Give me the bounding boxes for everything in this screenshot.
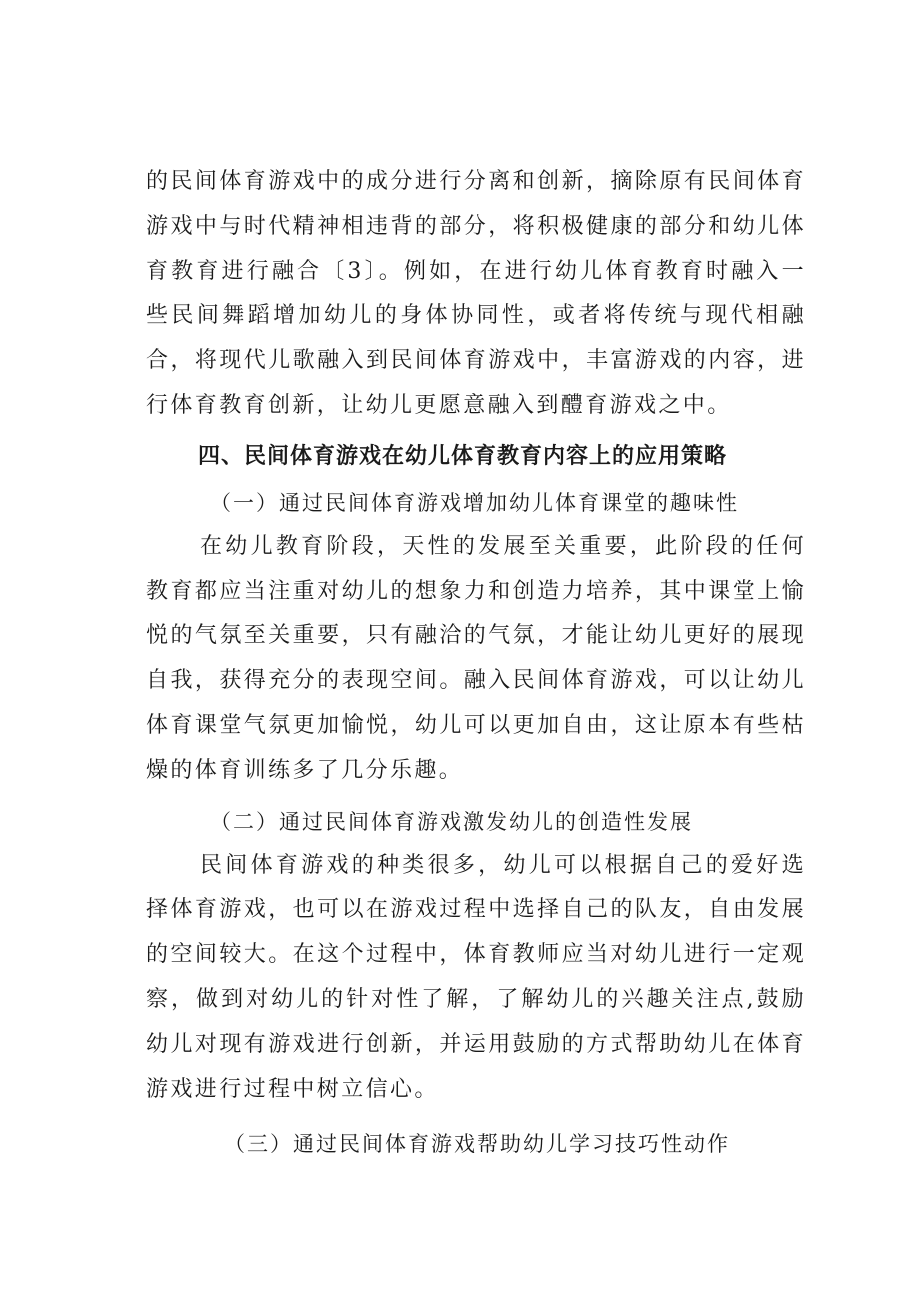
subsection-2-body: 民间体育游戏的种类很多，幼儿可以根据自己的爱好选择体育游戏，也可以在游戏过程中选择自己的队友，自由发展的空间较大。在这个过程中，体育教师应当对幼儿进行一定观察，做到对幼儿的针对性了解，了解幼儿的兴趣关注点,鼓励幼儿对现有游戏进行创新，并运用鼓励的方式帮助幼儿在体育游戏进行过程中树立信心。 — [146, 852, 806, 1102]
subsection-1-body: 在幼儿教育阶段，天性的发展至关重要，此阶段的任何教育都应当注重对幼儿的想象力和创造力培养，其中课堂上愉悦的气氛至关重要，只有融洽的气氛，才能让幼儿更好的展现自我，获得充分的表现空间。融入民间体育游戏，可以让幼儿体育课堂气氛更加愉悦，幼儿可以更加自由，这让原本有些枯燥的体育训练多了几分乐趣。 — [146, 533, 806, 783]
subsection-2-title: （二）通过民间体育游戏激发幼儿的创造性发展 — [210, 809, 693, 834]
subsection-3-title: （三）通过民间体育游戏帮助幼儿学习技巧性动作 — [224, 1132, 730, 1157]
continuation-paragraph: 的民间体育游戏中的成分进行分离和创新，摘除原有民间体育游戏中与时代精神相违背的部分，将积极健康的部分和幼儿体育教育进行融合〔3〕。例如，在进行幼儿体育教育时融入一些民间舞蹈增加幼儿的身体协同性，或者将传统与现代相融合，将现代儿歌融入到民间体育游戏中，丰富游戏的内容，进行体育教育创新，让幼儿更愿意融入到醴育游戏之中。 — [146, 169, 806, 418]
section-heading: 四、民间体育游戏在幼儿体育教育内容上的应用策略 — [198, 443, 728, 469]
document-page — [146, 160, 806, 1166]
subsection-1-title: （一）通过民间体育游戏增加幼儿体育课堂的趣味性 — [210, 490, 739, 515]
